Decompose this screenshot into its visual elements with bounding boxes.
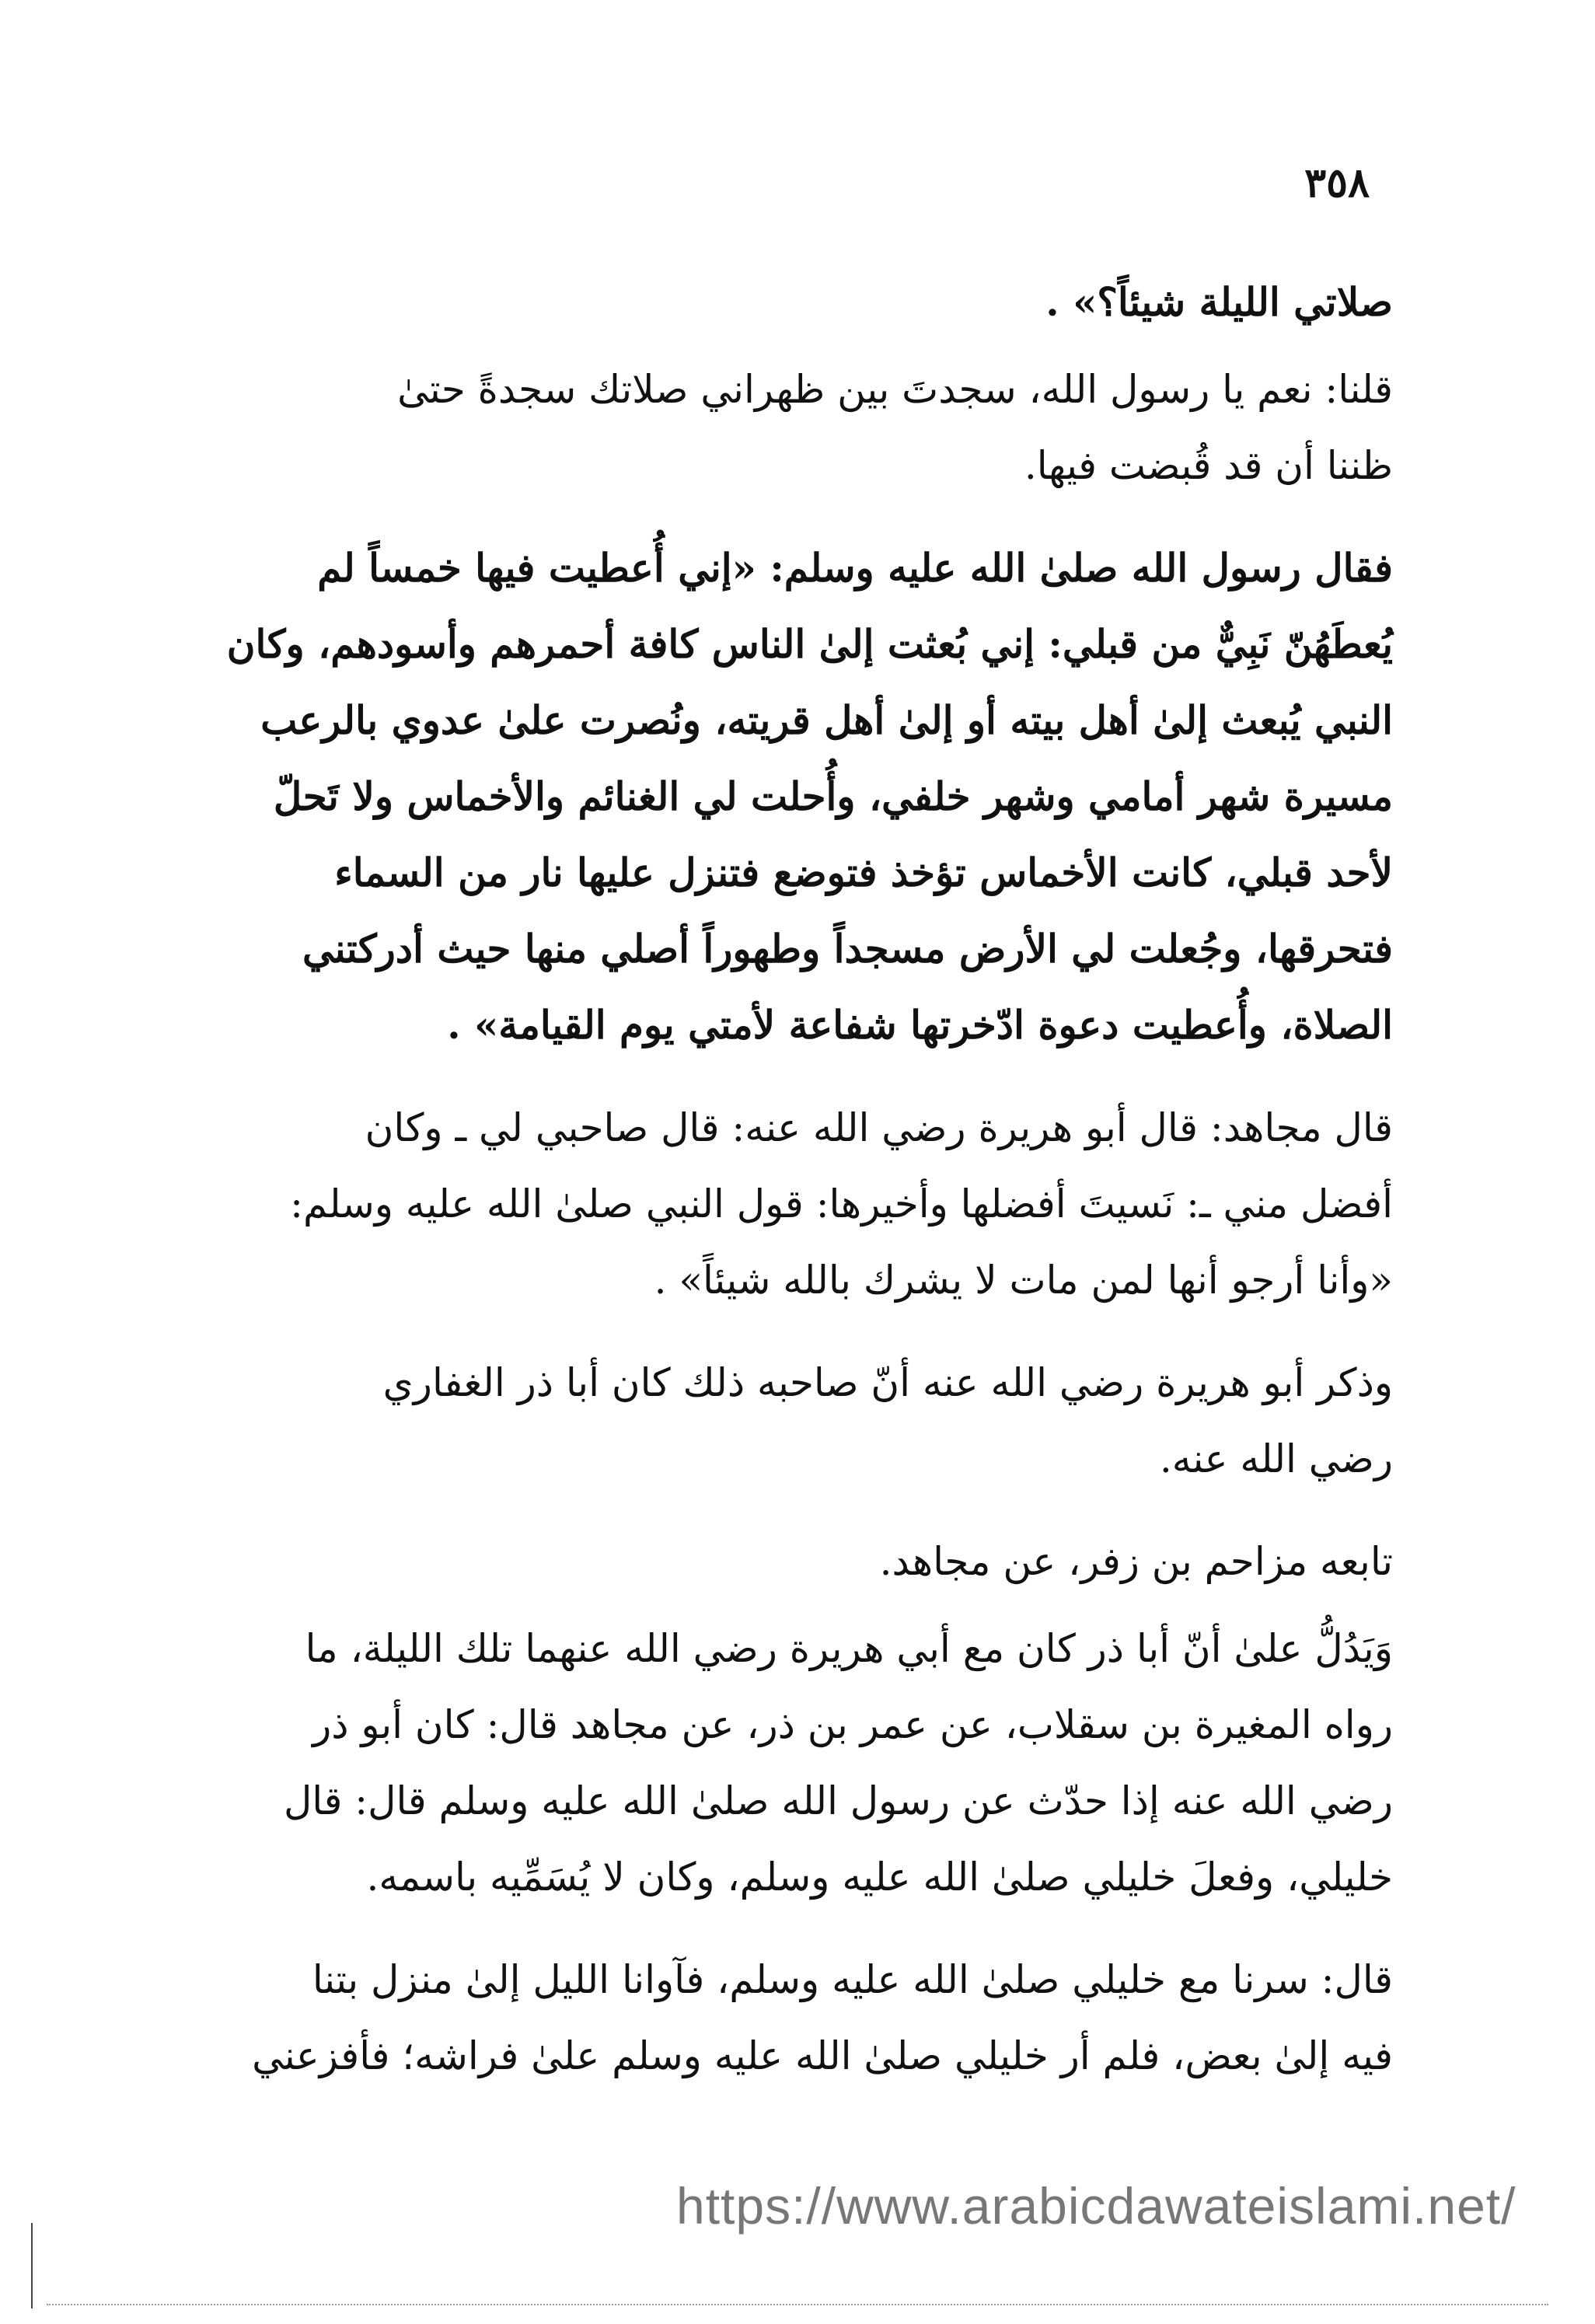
paragraph-1: صلاتي الليلة شيئاً؟» . xyxy=(1045,279,1393,325)
scan-footer-strip xyxy=(47,2304,1548,2308)
paragraph-8: قال: سرنا مع خليلي صلىٰ الله عليه وسلم، فآوانا الليل إلىٰ منزل بتنا فيه إلىٰ بعض، فلم أر خليلي صلىٰ الله عليه وسلم علىٰ فراشه؛ فأفزعني xyxy=(252,1957,1393,2078)
paragraph-2: قلنا: نعم يا رسول الله، سجدتَ بين ظهراني صلاتك سجدةً حتىٰ ظننا أن قد قُبضت فيها. xyxy=(397,367,1393,488)
page-number: ٣٥٨ xyxy=(1304,159,1370,207)
paragraph-3-hadith: فقال رسول الله صلىٰ الله عليه وسلم: «إني أُعطيت فيها خمساً لم يُعطَهُنّ نَبِيٌّ من قبلي: إني بُعثت إلىٰ الناس كافة أحمرهم وأسودهم، وكان النبي يُبعث إلىٰ أهل بيته أو إلىٰ أهل قريته، ونُصرت علىٰ عدوي بالرعب مسيرة شهر أمامي وشهر خلفي، وأُحلت لي الغنائم والأخماس ولا تَحلّ لأحد قبلي، كانت الأخماس تؤخذ فتوضع فتنزل عليها نار من السماء فتحرقها، وجُعلت لي الأرض مسجداً وطهوراً أصلي منها حيث أدركتني الصلاة، وأُعطيت دعوة ادّخرتها شفاعة لأمتي يوم القيامة» . xyxy=(226,545,1393,1048)
paragraph-6: تابعه مزاحم بن زفر، عن مجاهد. xyxy=(879,1539,1393,1584)
paragraph-7: وَيَدُلُّ علىٰ أنّ أبا ذر كان مع أبي هريرة رضي الله عنهما تلك الليلة، ما رواه المغيرة بن سقلاب، عن عمر بن ذر، عن مجاهد قال: كان أبو ذر رضي الله عنه إذا حدّث عن رسول الله صلىٰ الله عليه وسلم قال: قال خليلي، وفعلَ خليلي صلىٰ الله عليه وسلم، وكان لا يُسَمِّيه باسمه. xyxy=(283,1626,1393,1900)
scan-edge-mark xyxy=(31,2223,33,2308)
watermark-url: https://www.arabicdawateislami.net/ xyxy=(676,2177,1516,2235)
body-text xyxy=(204,264,1393,2105)
paragraph-4: قال مجاهد: قال أبو هريرة رضي الله عنه: قال صاحبي لي ـ وكان أفضل مني ـ: نَسيتَ أفضلها وأخيرها: قول النبي صلىٰ الله عليه وسلم: «وأنا أرجو أنها لمن مات لا يشرك بالله شيئاً» . xyxy=(290,1105,1393,1303)
paragraph-5: وذكر أبو هريرة رضي الله عنه أنّ صاحبه ذلك كان أبا ذر الغفاري رضي الله عنه. xyxy=(382,1360,1393,1481)
